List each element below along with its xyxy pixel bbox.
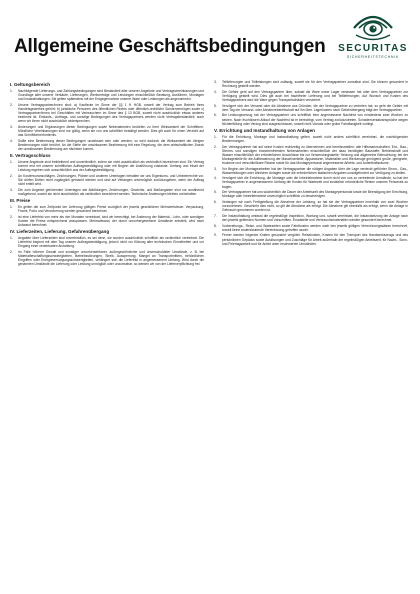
clause-text: Verlangen wir nach Fertigstellung die Abnahme der Leistung, so hat sie der Vertragspartner innerhalb von zwei Wochen vorzunehmen. Geschieht dies nicht, so gilt die Abnahme als erfolgt. Die Abnahme gilt ebenfalls als erfolgt, wenn die Anlage in Gebrauch genommen worden ist. xyxy=(222,200,408,213)
clause-number: 4. xyxy=(214,89,217,94)
clause-item xyxy=(214,224,408,232)
clause-number: 3. xyxy=(10,124,13,129)
clause-item xyxy=(10,139,204,151)
clause-number: 1. xyxy=(10,89,13,93)
clause-text: Die zum Angebot gehörenden Unterlagen wie Abbildungen, Zeichnungen, Gewichts- und Maßangaben sind nur annähernd maßgebend, soweit sie nicht ausdrücklich als verbindlich bezeichnet werden. Technische Änderungen bleiben vorbehalten. xyxy=(18,187,204,196)
clause-text: Ferner werden folgende Kosten gesondert vergütet: Reisekosten, Kosten für den Transport des Handwerkszeugs und des persönlichen Gepäcks sowie Auslösungen und Zuschläge für Arbeit außerhalb der regelmäßigen Arbeitszeit, für Nacht-, Sonn- und Feiertagsarbeit und für Arbeit unter erschwerten Umständen. xyxy=(222,233,408,246)
clause-number: 2. xyxy=(10,173,13,178)
clause-number: 3. xyxy=(10,187,13,192)
clause-text: Die Instandhaltung umfasst die regelmäßige Inspektion, Wartung und, soweit vereinbart, die Instandsetzung der Anlage nach den jeweils geltenden Normen und Vorschriften. Ersatzteile und Verbrauchsmaterialien werden gesondert berechnet. xyxy=(222,213,408,222)
clause-text: Unsere Angebote sind freibleibend und unverbindlich, sofern sie nicht ausdrücklich als verbindlich bezeichnet sind. Ein Vertrag kommt erst mit unserer schriftlichen Auftragsbestätigung oder mit Beginn der Ausführung zustande. Umfang und Inhalt der Leistung ergeben sich ausschließlich aus der Auftragsbestätigung. xyxy=(18,160,204,173)
clause-item xyxy=(214,214,408,222)
clause-number: 4. xyxy=(214,176,217,181)
section-heading: IV. Lieferzeiten, Lieferung, Gefahrenübergang xyxy=(10,229,110,235)
clause-item xyxy=(214,190,408,198)
clause-item xyxy=(214,145,408,165)
clause-item xyxy=(10,188,204,196)
clause-item xyxy=(214,104,408,112)
clause-item xyxy=(10,160,204,172)
clause-text: Teillieferungen und Teilleistungen sind zulässig, soweit sie für den Vertragspartner zumutbar sind. Sie können gesondert in Rechnung gestellt werden. xyxy=(222,80,408,89)
section-heading: I. Geltungsbereich xyxy=(10,82,51,87)
clause-item xyxy=(214,167,408,175)
clause-item xyxy=(214,113,408,125)
clause-text: Vorbereitungs-, Reise- und Wartezeiten sowie Fahrtkosten werden nach den jeweils gültigen Verrechnungssätzen berechnet, soweit keine anderslautende Vereinbarung getroffen wurde. xyxy=(222,223,408,232)
document-title: Allgemeine Geschäftsbedingungen xyxy=(14,36,326,57)
company-logo xyxy=(336,8,410,68)
clause-number: 8. xyxy=(214,223,217,228)
eye-shield-emblem-icon xyxy=(350,8,396,42)
clause-item xyxy=(214,200,408,212)
clause-text: Der Vertragspartner hat uns wöchentlich die Dauer der Arbeitszeit des Montagepersonals sowie die Beendigung der Errichtung, Montage oder Inbetriebnahme unverzüglich schriftlich zu bescheinigen. xyxy=(222,190,408,199)
clause-item xyxy=(214,176,408,188)
clause-number: 6. xyxy=(214,200,217,204)
clause-number: 2. xyxy=(10,102,13,107)
clause-number: 3. xyxy=(214,80,217,84)
clause-number: 1. xyxy=(10,205,13,210)
clause-item xyxy=(10,205,204,213)
clause-item xyxy=(10,236,204,248)
clause-text: Im Falle höherer Gewalt und sonstiger unvorhersehbarer, außergewöhnlicher und unverschuldeter Umstände, z. B. bei Materialbeschaffungsschwierigkeiten, Betriebsstörungen, Streik, Aussperrung, Mangel an Transportmitteln, behördlichen Eingriffen oder Energieversorgungsschwierigkeiten, verlängert sich die Lieferfrist in angemessenem Umfang. Wird durch die genannten Umstände die Lieferung oder Leistung unmöglich oder unzumutbar, so werden wir von der Lieferverpflichtung frei. xyxy=(18,249,204,267)
clause-item xyxy=(10,125,204,137)
clause-text: Für die Errichtung, Montage und Instandhaltung gelten, soweit nicht anders schriftlich vereinbart, die nachfolgenden Bestimmungen. xyxy=(222,134,408,143)
clause-text: An Kostenvoranschlägen, Zeichnungen, Plänen und anderen Unterlagen behalten wir uns Eigentums- und Urheberrechte vor. Sie dürfen Dritten nicht zugänglich gemacht werden und sind auf Verlangen unverzüglich zurückzugeben, wenn der Auftrag nicht erteilt wird. xyxy=(18,173,204,187)
clause-text: Änderungen und Ergänzungen dieser Bedingungen sowie Nebenabreden bedürfen zu ihrer Wirksamkeit der Schriftform. Mündliche Vereinbarungen sind nur gültig, wenn sie von uns schriftlich bestätigt werden. Dies gilt auch für einen Verzicht auf das Schriftformerfordernis. xyxy=(18,124,204,138)
clause-number: 1. xyxy=(10,160,13,165)
clause-number: 9. xyxy=(214,233,217,238)
clause-number: 2. xyxy=(214,144,217,149)
clause-text: Verzögert sich die Errichtung, die Montage oder die Inbetriebnahme durch nicht von uns zu vertretende Umstände, so hat der Vertragspartner in angemessenem Umfang die Kosten für Wartezeit und zusätzlich erforderliche Reisen unseres Personals zu tragen. xyxy=(222,176,408,189)
clause-item xyxy=(214,135,408,143)
clause-number: 3. xyxy=(214,166,217,171)
clause-item xyxy=(214,233,408,245)
clause-number: 5. xyxy=(214,190,217,195)
clause-text: Unsere Vertragspartner/innen sind: a) Kaufleute im Sinne der §§ 1 ff. HGB, soweit der Vertrag zum Betrieb ihres Handelsgewerbes gehört; b) juristische Personen des öffentlichen Rechts oder öffentlich-rechtliche Sondervermögen sowie c) Vertragspartner/innen bei Geschäften mit Verbrauchern im Sinne des § 13 BGB, soweit nicht ausdrücklich etwas anderes bestimmt ist. Einkaufs-, Auftrags- und sonstige Bedingungen des Vertragspartners werden nicht Vertragsbestandteil, auch wenn wir ihnen nicht ausdrücklich widersprechen. xyxy=(18,102,204,124)
clause-text: Die Gefahr geht auf den Vertragspartner über, sobald die Ware unser Lager verlassen hat oder dem Vertragspartner zur Verfügung gestellt wird. Dies gilt auch bei frachtfreier Lieferung und bei Teillieferungen. Auf Wunsch und Kosten des Vertragspartners wird die Ware gegen Transportschäden versichert. xyxy=(222,89,408,102)
section-heading: V. Errichtung und Instandhaltung von Anlagen xyxy=(214,127,315,133)
clause-item xyxy=(10,215,204,227)
clause-number: 5. xyxy=(214,103,217,108)
clause-text: Sollte eine Bestimmung dieser Bedingungen unwirksam sein oder werden, so wird dadurch die Wirksamkeit der übrigen Bestimmungen nicht berührt. An die Stelle der unwirksamen Bestimmung tritt eine Regelung, die dem wirtschaftlichen Zweck der unwirksamen Bestimmung am nächsten kommt. xyxy=(18,138,204,151)
clause-number: 4. xyxy=(10,138,13,143)
clause-text: Vor Beginn der Montagearbeiten hat der Vertragspartner die nötigen Angaben über die Lage verdeckt geführter Strom-, Gas-, Wasserleitungen oder ähnlicher Anlagen sowie die erforderlichen statischen Angaben unaufgefordert zur Verfügung zu stellen. xyxy=(222,166,408,175)
section-heading: III. Preise xyxy=(10,198,31,204)
clause-text: Verzögert sich der Versand oder die Abnahme aus Gründen, die der Vertragspartner zu vertreten hat, so geht die Gefahr mit dem Tag der Versand- oder Abnahmebereitschaft auf ihn über. Lagerkosten nach Gefahrübergang trägt der Vertragspartner. xyxy=(222,103,408,112)
clause-number: 2. xyxy=(10,249,13,254)
clause-text: Nachfolgende Lieferungs- und Zahlungsbedingungen sind Bestandteil aller unserer Angebote und Vertragsvereinbarungen und Grundlage aller unserer Verkäufe, Lieferungen, Werkverträge und Leistungen einschließlich Beratung, Ausführen, Montagen und Instandhaltungen. Sie gelten spätestens mit der Entgegennahme unserer Ware oder Leistungen als angenommen. xyxy=(18,89,204,102)
clause-text: Der Vertragspartner hat auf seine Kosten rechtzeitig zu übernehmen und bereitzustellen: alle Hilfsmannschaften, Erd-, Bau-, Stemm- und sonstigen branchenfremden Nebenarbeiten einschließlich der dazu benötigten Baustoffe; Betriebskraft und Wasser einschließlich der erforderlichen Anschlüsse bis zur Verwendungsstelle; Heizung und allgemeine Beleuchtung; bei der Montagestelle für die Aufbewahrung der Maschinenteile, Apparaturen, Materialien und Werkzeuge genügend große, geeignete, trockene und verschließbare Räume sowie für das Montagepersonal angemessene Arbeits- und Aufenthaltsräume. xyxy=(222,144,408,165)
text-column-right xyxy=(214,80,408,588)
clause-text: Es gelten die zum Zeitpunkt der Lieferung gültigen Preise zuzüglich der jeweils gesetzlichen Mehrwertsteuer. Verpackung, Fracht, Porto und Versicherung werden gesondert berechnet. xyxy=(18,205,204,214)
clause-item xyxy=(10,89,204,101)
logo-wordmark: SECURITAS xyxy=(338,43,408,54)
clause-number: 1. xyxy=(214,134,217,139)
logo-tagline: SICHERHEITSTECHNIK xyxy=(346,55,400,59)
clause-text: Angaben über Lieferzeiten sind unverbindlich, es sei denn, sie wurden ausdrücklich schriftlich als verbindlich vereinbart. Die Lieferfrist beginnt mit dem Tag unserer Auftragsbestätigung, jedoch nicht vor Klärung aller technischen Einzelheiten und vor Eingang einer vereinbarten Anzahlung. xyxy=(18,236,204,249)
clause-item xyxy=(10,174,204,186)
clause-text: Bei Leistungsverzug hat der Vertragspartner uns schriftlich eine angemessene Nachfrist von mindestens zwei Wochen zu setzen. Nach fruchtlosem Ablauf der Nachfrist ist er berechtigt, vom Vertrag zurückzutreten. Schadensersatzansprüche wegen Nichterfüllung oder Verzug sind ausgeschlossen, soweit nicht Vorsatz oder grobe Fahrlässigkeit vorliegt. xyxy=(222,113,408,126)
clause-number: 1. xyxy=(10,236,13,241)
clause-number: 2. xyxy=(10,214,13,219)
text-column-left xyxy=(10,80,204,588)
clause-item xyxy=(214,80,408,88)
section-heading: II. Vertragsschluss xyxy=(10,153,51,159)
clause-number: 7. xyxy=(214,213,217,218)
clause-item xyxy=(10,250,204,266)
clause-item xyxy=(10,103,204,123)
clause-number: 6. xyxy=(214,113,217,118)
clause-item xyxy=(214,90,408,102)
clause-text: Ist eine Lieferfrist von mehr als vier Monaten vereinbart, sind wir berechtigt, bei Änderung der Material-, Lohn- oder sonstigen Kosten die Preise entsprechend anzupassen. Mehraufwand, der durch unvorhergesehene Umstände entsteht, wird nach Aufwand berechnet. xyxy=(18,214,204,227)
